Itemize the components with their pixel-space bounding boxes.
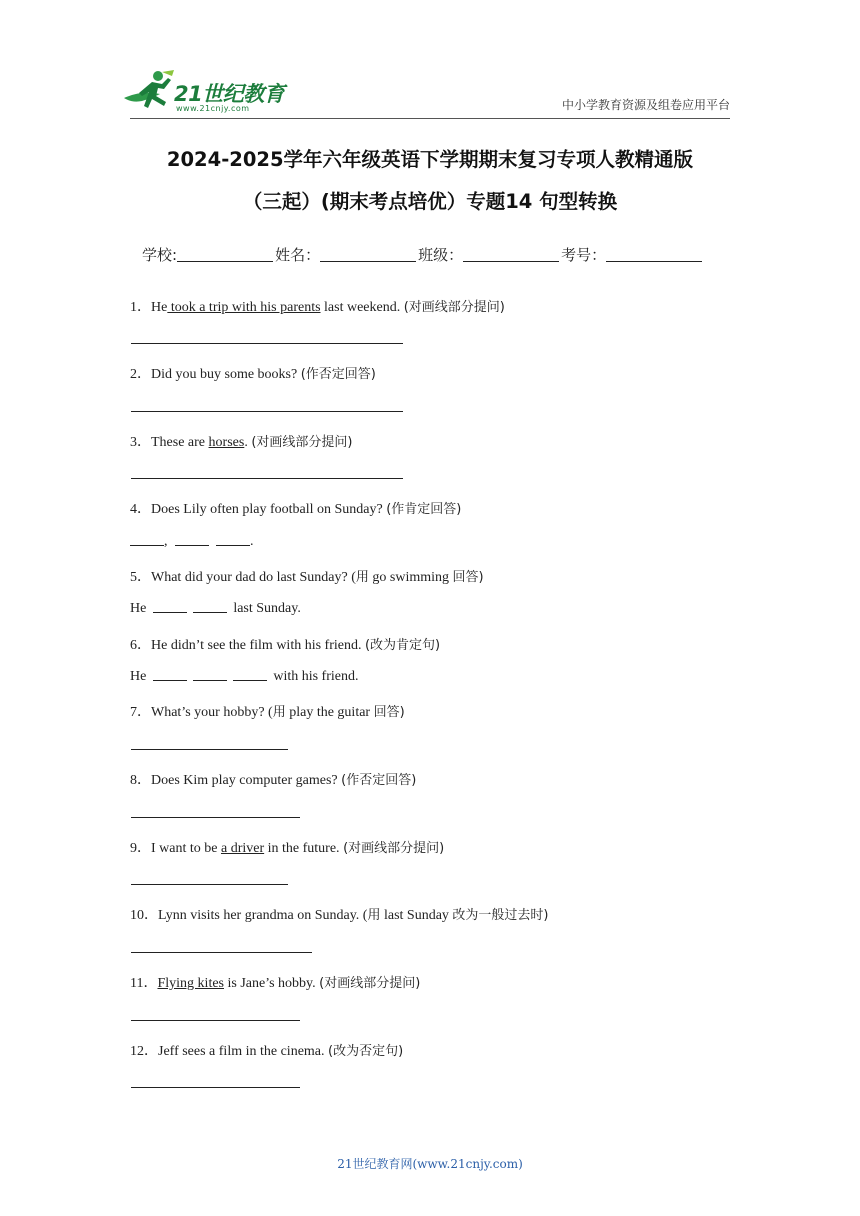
page-header: [0, 0, 860, 125]
blank-4a[interactable]: [130, 533, 164, 546]
answer-line-11[interactable]: [131, 1020, 300, 1021]
question-12: 12．Jeff sees a film in the cinema. (改为否定句): [130, 1044, 404, 1059]
logo-text: 21世纪教育: [174, 82, 285, 106]
answer-line-2[interactable]: [131, 411, 403, 412]
answer-line-9[interactable]: [131, 884, 288, 885]
school-label: 学校:: [142, 246, 178, 264]
answer-line-3[interactable]: [131, 478, 403, 479]
footer-link[interactable]: 21世纪教育网(www.21cnjy.com): [337, 1157, 523, 1171]
question-2: 2．Did you buy some books? (作否定回答): [130, 367, 376, 382]
answer-row-5: He last Sunday.: [130, 601, 301, 616]
question-9: 9．I want to be a driver in the future. (对画线部分提问): [130, 841, 445, 856]
blank-6a[interactable]: [153, 668, 187, 681]
class-label: 班级：: [418, 246, 464, 264]
question-7: 7．What’s your hobby? (用 play the guitar 回答): [130, 705, 405, 720]
blank-4c[interactable]: [216, 533, 250, 546]
page-title-line1: 2024-2025学年六年级英语下学期期末复习专项人教精通版: [166, 148, 694, 171]
student-info-row: [142, 244, 704, 265]
class-blank[interactable]: [463, 247, 559, 262]
question-5: 5．What did your dad do last Sunday? (用 go swimming 回答): [130, 570, 484, 585]
answer-line-10[interactable]: [131, 952, 312, 953]
logo-url: www.21cnjy.com: [176, 104, 250, 113]
answer-line-12[interactable]: [131, 1087, 300, 1088]
answer-row-4: , .: [130, 533, 254, 550]
name-blank[interactable]: [320, 247, 416, 262]
page-title-line2: （三起）(期末考点培优）专题14 句型转换: [242, 190, 618, 213]
question-11: 11．Flying kites is Jane’s hobby. (对画线部分提问): [130, 976, 421, 991]
question-8: 8．Does Kim play computer games? (作否定回答): [130, 773, 417, 788]
answer-line-7[interactable]: [131, 749, 288, 750]
name-label: 姓名：: [275, 246, 321, 264]
blank-5b[interactable]: [193, 600, 227, 613]
number-label: 考号：: [561, 246, 607, 264]
question-1: 1．He took a trip with his parents last weekend. (对画线部分提问): [130, 300, 505, 315]
blank-5a[interactable]: [153, 600, 187, 613]
answer-row-6: He with his friend.: [130, 669, 359, 684]
answer-line-8[interactable]: [131, 817, 300, 818]
number-blank[interactable]: [606, 247, 702, 262]
blank-6b[interactable]: [193, 668, 227, 681]
school-blank[interactable]: [177, 247, 273, 262]
answer-line-1[interactable]: [131, 343, 403, 344]
platform-name: 中小学教育资源及组卷应用平台: [561, 98, 730, 112]
question-3: 3．These are horses. (对画线部分提问): [130, 435, 353, 450]
question-6: 6．He didn’t see the film with his friend. (改为肯定句): [130, 638, 441, 653]
header-divider: [130, 118, 730, 119]
question-10: 10．Lynn visits her grandma on Sunday. (用 last Sunday 改为一般过去时): [130, 908, 549, 923]
blank-6c[interactable]: [233, 668, 267, 681]
question-4: 4．Does Lily often play football on Sunday? (作肯定回答): [130, 502, 462, 517]
blank-4b[interactable]: [175, 533, 209, 546]
